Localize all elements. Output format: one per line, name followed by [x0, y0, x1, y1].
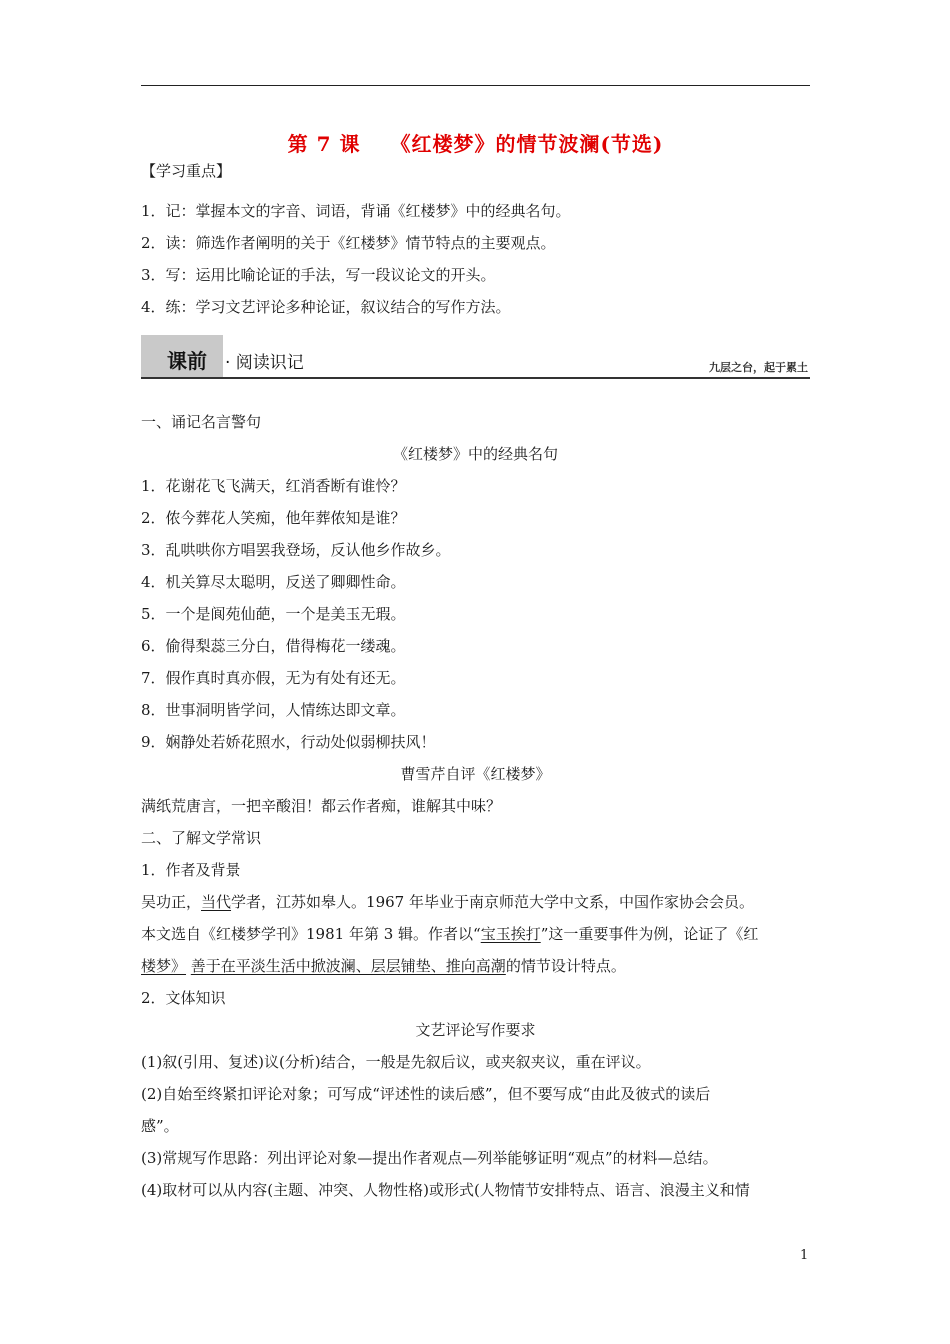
focus-heading: 【学习重点】 [141, 162, 232, 180]
quote-item: 4．机关算尽太聪明，反送了卿卿性命。 [141, 573, 406, 591]
quote-item: 8．世事洞明皆学问，人情练达即文章。 [141, 701, 406, 719]
requirement-item-cont: 感”。 [141, 1117, 179, 1135]
page-number: 1 [800, 1248, 809, 1263]
genre-heading: 2．文体知识 [141, 989, 226, 1007]
focus-item: 3．写：运用比喻论证的手法，写一段议论文的开头。 [141, 266, 496, 284]
requirement-item: (3)常规写作思路：列出评论对象—提出作者观点—列举能够证明“观点”的材料—总结。 [141, 1149, 718, 1167]
quote-item: 2．侬今葬花人笑痴，他年葬侬知是谁？ [141, 509, 406, 527]
quote-item: 6．偷得梨蕊三分白，借得梅花一缕魂。 [141, 637, 406, 655]
lesson-number: 第 7 课 [287, 132, 361, 156]
section-motto: 九层之台，起于累土 [709, 361, 808, 374]
quote-item: 9．娴静处若娇花照水，行动处似弱柳扶风！ [141, 733, 436, 751]
part1-heading: 一、诵记名言警句 [141, 413, 262, 431]
part1-subheading: 《红楼梦》中的经典名句 [392, 445, 558, 463]
quote-item: 1．花谢花飞飞满天，红消香断有谁怜？ [141, 477, 406, 495]
section-rule [141, 377, 810, 379]
quote-item: 7．假作真时真亦假，无为有处有还无。 [141, 669, 406, 687]
section-banner [141, 335, 810, 379]
part2-heading: 二、了解文学常识 [141, 829, 262, 847]
lesson-title [141, 128, 810, 157]
genre-subheading: 文艺评论写作要求 [415, 1021, 536, 1039]
focus-item: 4．练：学习文艺评论多种论证，叙议结合的写作方法。 [141, 298, 511, 316]
author-line: 吴功正，当代学者，江苏如皋人。1967 年毕业于南京师范大学中文系，中国作家协会会员。 [141, 893, 754, 911]
lesson-name: 《红楼梦》的情节波澜(节选) [390, 132, 664, 156]
background-line: 本文选自《红楼梦学刊》1981 年第 3 辑。作者以“宝玉挨打”这一重要事件为例，论证了《红 [141, 925, 759, 943]
focus-item: 2．读：筛选作者阐明的关于《红楼梦》情节特点的主要观点。 [141, 234, 556, 252]
section-tab-label: 课前 [167, 349, 207, 373]
self-review-heading: 曹雪芹自评《红楼梦》 [400, 765, 551, 783]
header-rule [141, 85, 810, 86]
author-heading: 1．作者及背景 [141, 861, 241, 879]
requirement-item: (2)自始至终紧扣评论对象；可写成“评述性的读后感”，但不要写成“由此及彼式的读后 [141, 1085, 711, 1103]
focus-item: 1．记：掌握本文的字音、词语，背诵《红楼梦》中的经典名句。 [141, 202, 571, 220]
self-review-text: 满纸荒唐言，一把辛酸泪！都云作者痴，谁解其中味？ [141, 797, 502, 815]
quote-item: 3．乱哄哄你方唱罢我登场，反认他乡作故乡。 [141, 541, 451, 559]
quote-item: 5．一个是阆苑仙葩，一个是美玉无瑕。 [141, 605, 406, 623]
requirement-item: (4)取材可以从内容(主题、冲突、人物性格)或形式(人物情节安排特点、语言、浪漫主义和情 [141, 1181, 750, 1199]
requirement-item: (1)叙(引用、复述)议(分析)结合，一般是先叙后议，或夹叙夹议，重在评议。 [141, 1053, 651, 1071]
section-subtitle: · 阅读识记 [225, 353, 304, 373]
background-line-2: 楼梦》 善于在平淡生活中掀波澜、层层铺垫、推向高潮的情节设计特点。 [141, 957, 626, 975]
